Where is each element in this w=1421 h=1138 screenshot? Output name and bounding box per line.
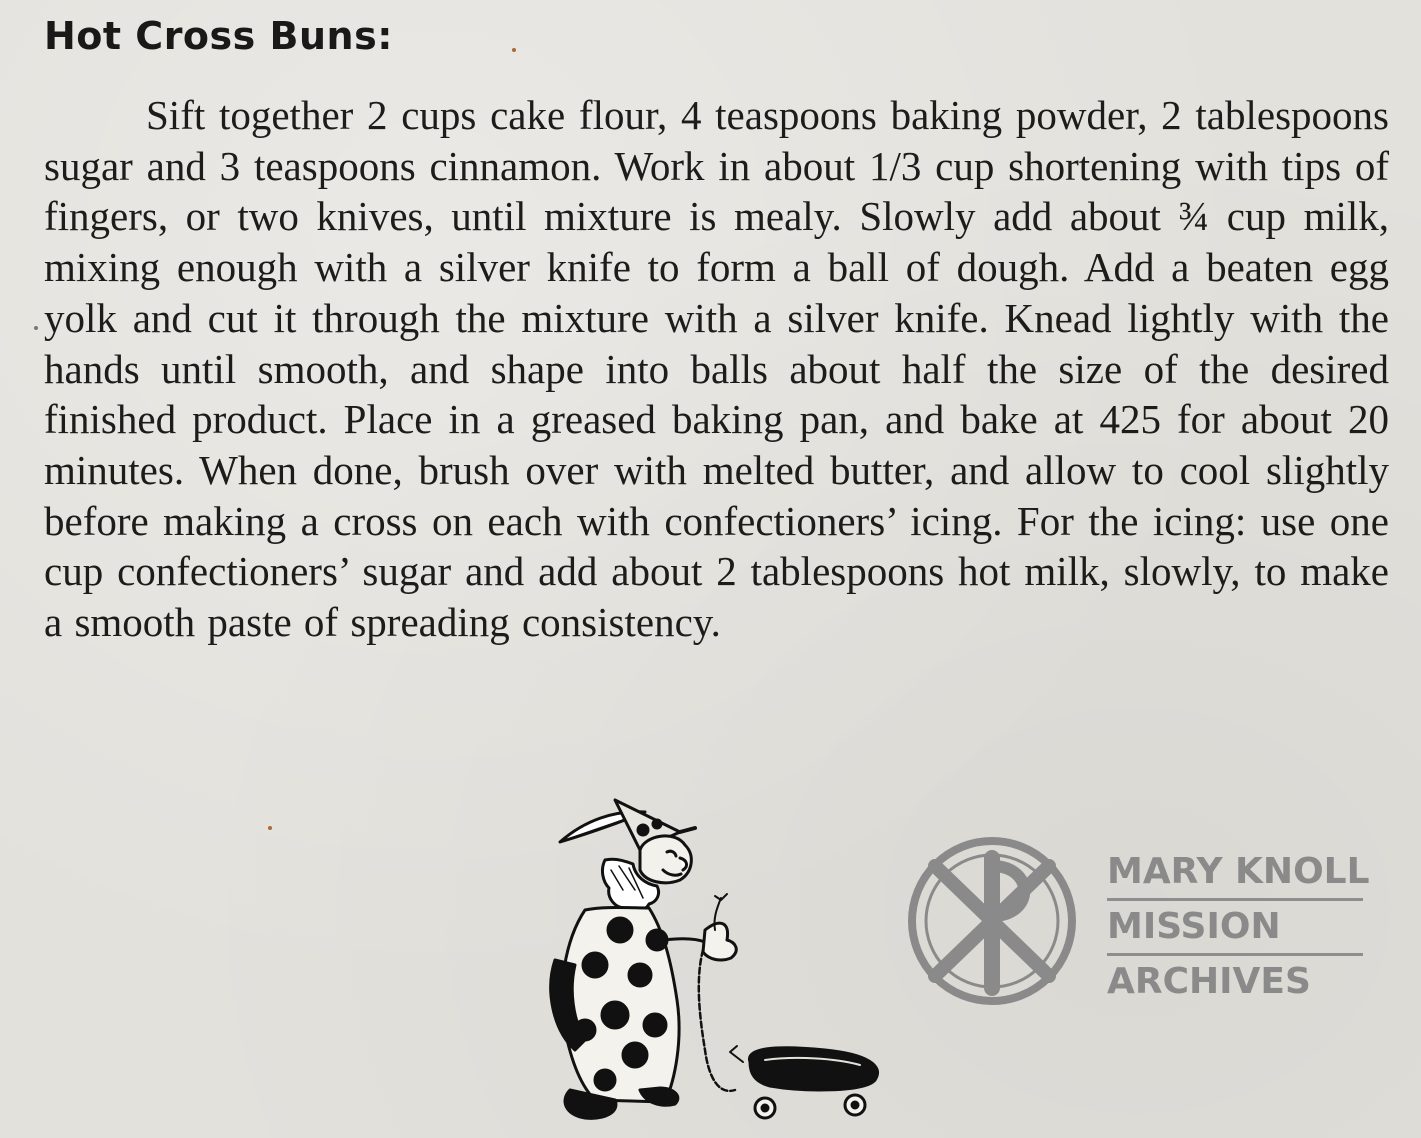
- recipe-title: Hot Cross Buns:: [44, 14, 393, 58]
- watermark-line-3: ARCHIVES: [1107, 961, 1311, 1002]
- recipe-instructions: Sift together 2 cups cake flour, 4 teaspoons baking powder, 2 tablespoons sugar and 3 teaspoons cinnamon. Work in about 1/3 cup shortening with tips of fingers, or two knives, until mixture is mealy. Slowly add about ¾ cup milk, mixing enough with a silver knife to form a ball of dough. Add a beaten egg yolk and cut it through the mixture with a silver knife. Knead lightly with the hands until smooth, and shape into balls about half the size of the desired finished product. Place in a greased baking pan, and bake at 425 for about 20 minutes. When done, brush over with melted butter, and allow to cool slightly before making a cross on each with confectioners’ icing. For the icing: use one cup confectioners’ sugar and add about 2 tablespoons hot milk, slowly, to make a smooth paste of spreading consistency.: [44, 92, 1389, 646]
- paper-fleck: [512, 48, 516, 52]
- watermark-line-2: MISSION: [1107, 901, 1363, 956]
- paper-fleck: [268, 826, 272, 830]
- clown-illustration: [545, 790, 890, 1130]
- watermark-line-1: MARY KNOLL: [1107, 846, 1363, 901]
- archive-watermark: [905, 836, 1375, 1006]
- archive-watermark-text: [1107, 846, 1370, 1008]
- chi-rho-logo-icon: [905, 836, 1080, 1006]
- paper-fleck: [34, 326, 38, 330]
